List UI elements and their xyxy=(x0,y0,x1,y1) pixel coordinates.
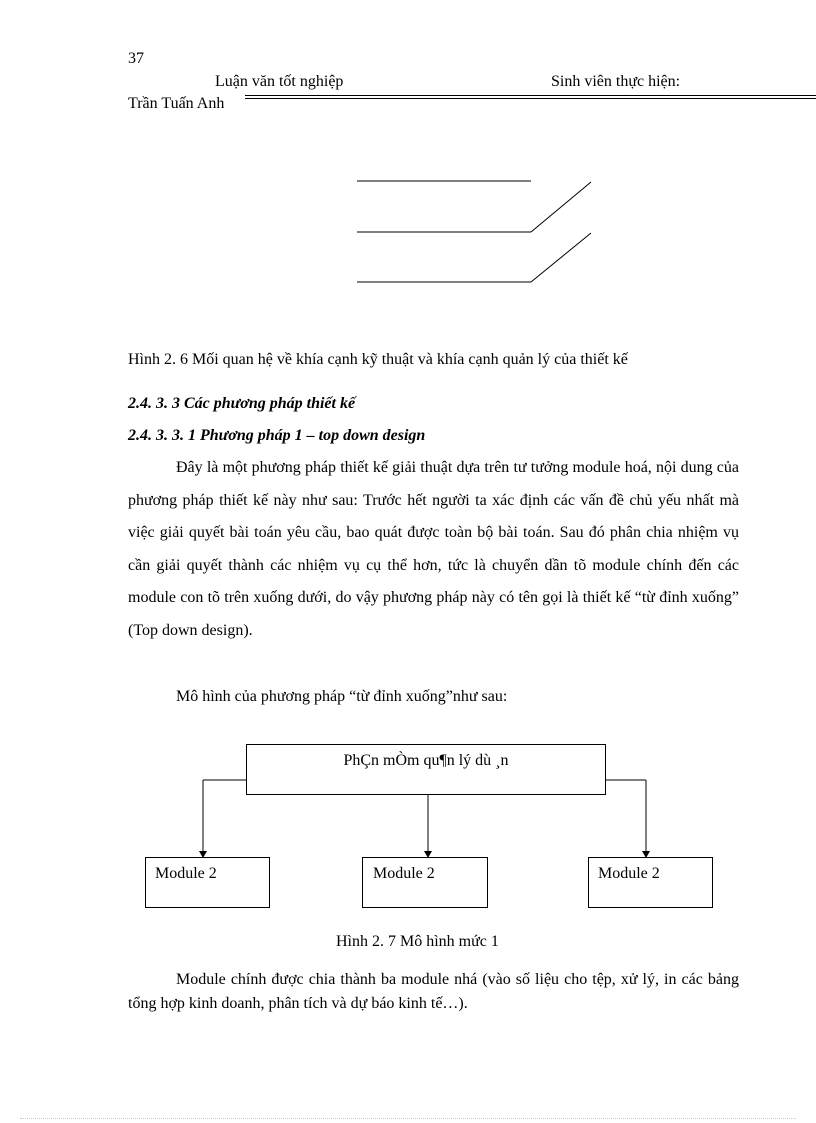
section-heading-4: 2.4. 3. 3. 1 Phương pháp 1 – top down design xyxy=(128,427,426,444)
figure-2-7-caption: Hình 2. 7 Mô hình mức 1 xyxy=(336,933,499,950)
arrow-mid xyxy=(424,851,432,858)
page-number: 37 xyxy=(128,50,144,67)
paragraph-1-text: Đây là một phương pháp thiết kế giải thuật dựa trên tư tưởng module hoá, nội dung của phương pháp thiết kế này như sau: Trước hết người ta xác định các vấn đề chủ yếu nhất mà việc giải quyết bài toán yêu cầu, bao quát được toàn bộ bài toán. Sau đó phân chia nhiệm vụ cần giải quyết thành các nhiệm vụ cụ thể hơn, tức là chuyển dần tõ module chính đến các module con tõ trên xuống dưới, do vậy phương pháp này có tên gọi là thiết kế “từ đỉnh xuống” (Top down design). xyxy=(128,459,739,639)
header-right-title: Sinh viên thực hiện: xyxy=(551,73,681,90)
header-left-title: Luận văn tốt nghiệp xyxy=(215,73,344,90)
module-label-2: Module 2 xyxy=(373,865,435,882)
arrow-right xyxy=(642,851,650,858)
header-author: Trần Tuấn Anh xyxy=(128,95,225,112)
paragraph-3 xyxy=(128,968,739,1016)
module-label-1: Module 2 xyxy=(155,865,217,882)
paragraph-3-text: Module chính được chia thành ba module nhá (vào số liệu cho tệp, xử lý, in các bảng tổng hợp kinh doanh, phân tích và dự báo kinh tế…). xyxy=(128,971,739,1012)
figure-2-6-caption: Hình 2. 6 Mối quan hệ về khía cạnh kỹ thuật và khía cạnh quản lý của thiết kế xyxy=(128,351,628,368)
arrow-left xyxy=(199,851,207,858)
page-bottom-border xyxy=(20,1118,796,1119)
module-label-3: Module 2 xyxy=(598,865,660,882)
root-box-label: PhÇn mÒm qu¶n lý dù ¸n xyxy=(343,752,509,769)
section-heading-3: 2.4. 3. 3 Các phương pháp thiết kế xyxy=(128,395,356,412)
paragraph-2: Mô hình của phương pháp “từ đỉnh xuống”như sau: xyxy=(176,688,508,705)
